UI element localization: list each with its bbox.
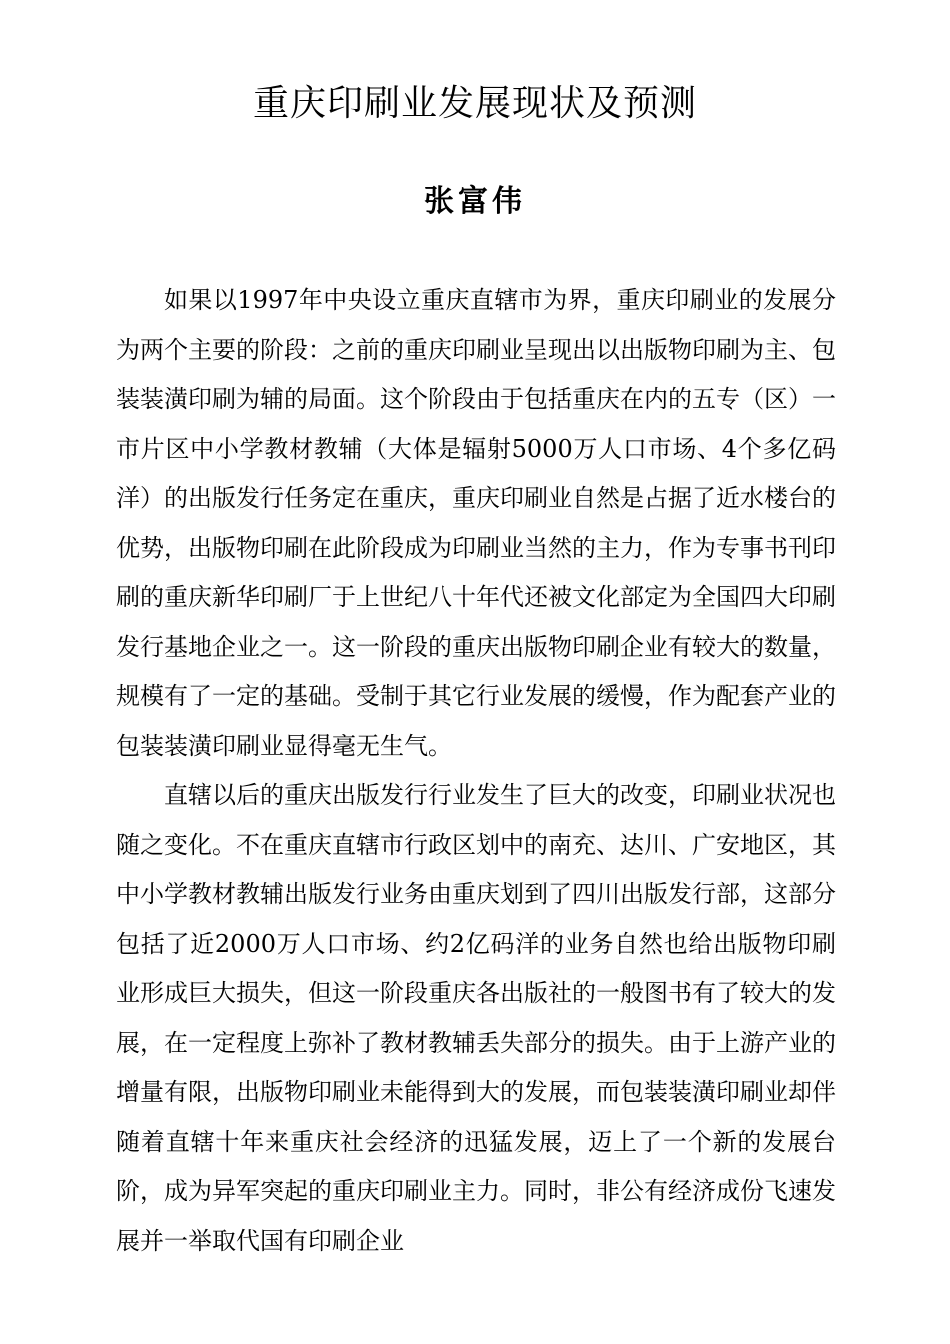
document-author: 张富伟 (424, 184, 526, 219)
document-title: 重庆印刷业发展现状及预测 (252, 83, 697, 124)
body-paragraph-2: 直辖以后的重庆出版发行行业发生了巨大的改变，印刷业状况也随之变化。不在重庆直辖市行政区划中的南充、达川、广安地区，其中小学教材教辅出版发行业务由重庆划到了四川出版发行部，这部分包括了近2000万人口市场、约2亿码洋的业务自然也给出版物印刷业形成巨大损失，但这一阶段重庆各出版社的一般图书有了较大的发展，在一定程度上弥补了教材教辅丢失部分的损失。由于上游产业的增量有限，出版物印刷业未能得到大的发展，而包装装潢印刷业却伴随着直辖十年来重庆社会经济的迅猛发展，迈上了一个新的发展台阶，成为异军突起的重庆印刷业主力。同时，非公有经济成份飞速发展并一举取代国有印刷企业 (116, 781, 836, 1255)
body-paragraph-1: 如果以1997年中央设立重庆直辖市为界，重庆印刷业的发展分为两个主要的阶段：之前的重庆印刷业呈现出以出版物印刷为主、包装装潢印刷为辅的局面。这个阶段由于包括重庆在内的五专（区）一市片区中小学教材教辅（大体是辐射5000万人口市场、4个多亿码洋）的出版发行任务定在重庆，重庆印刷业自然是占据了近水楼台的优势，出版物印刷在此阶段成为印刷业当然的主力，作为专事书刊印刷的重庆新华印刷厂于上世纪八十年代还被文化部定为全国四大印刷发行基地企业之一。这一阶段的重庆出版物印刷企业有较大的数量，规模有了一定的基础。受制于其它行业发展的缓慢，作为配套产业的包装装潢印刷业显得毫无生气。 (116, 286, 836, 760)
document-body (116, 276, 836, 1266)
